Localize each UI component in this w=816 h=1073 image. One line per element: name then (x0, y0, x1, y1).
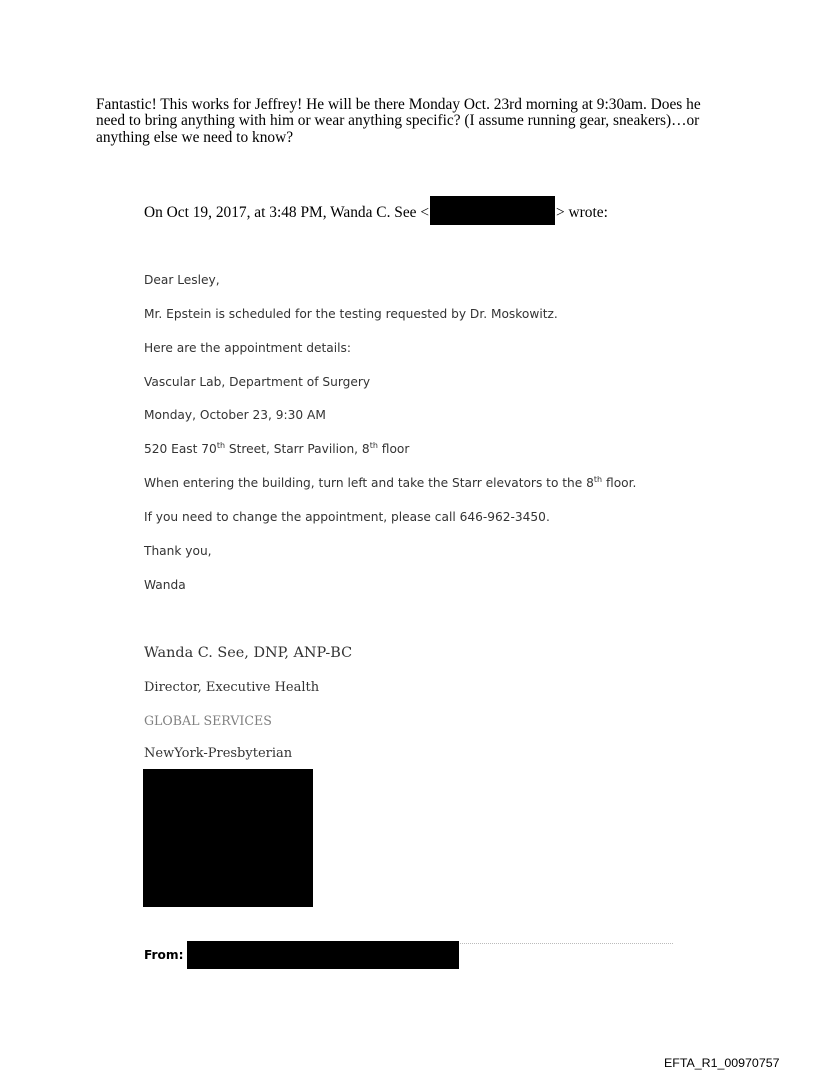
reply-message: Fantastic! This works for Jeffrey! He will be there Monday Oct. 23rd morning at 9:30am. Does he need to bring anything with him or wear anything specific? (I assume running gear, sneakers)…or anything else we need to know? (96, 96, 701, 146)
signoff: Wanda (144, 578, 186, 592)
quoted-header-suffix: > wrote: (556, 204, 608, 222)
from-label: From: (144, 948, 184, 962)
closing: Thank you, (144, 544, 212, 558)
address-part: 520 East 70 (144, 442, 217, 456)
header-divider (453, 943, 673, 944)
directions-line (144, 476, 636, 491)
directions-part: When entering the building, turn left and take the Starr elevators to the 8 (144, 476, 594, 490)
ordinal-suffix: th (216, 440, 226, 450)
redacted-email (430, 196, 555, 225)
address-line (144, 442, 409, 457)
redacted-logo-block (143, 769, 313, 907)
scheduled-line: Mr. Epstein is scheduled for the testing requested by Dr. Moskowitz. (144, 307, 558, 321)
datetime-line: Monday, October 23, 9:30 AM (144, 408, 326, 422)
document-id: EFTA_R1_00970757 (664, 1056, 780, 1070)
address-part: floor (377, 442, 410, 456)
signature-name: Wanda C. See, DNP, ANP-BC (144, 645, 353, 661)
ordinal-suffix: th (593, 474, 603, 484)
directions-part: floor. (602, 476, 637, 490)
ordinal-suffix: th (369, 440, 378, 450)
redacted-sender (187, 941, 459, 969)
signature-department: GLOBAL SERVICES (144, 713, 272, 728)
from-header (144, 941, 459, 969)
change-appointment-line: If you need to change the appointment, please call 646-962-3450. (144, 510, 550, 524)
signature-title: Director, Executive Health (144, 680, 320, 695)
greeting: Dear Lesley, (144, 273, 220, 287)
signature-organization: NewYork-Presbyterian (144, 746, 293, 761)
quoted-header (144, 202, 608, 225)
quoted-header-prefix: On Oct 19, 2017, at 3:48 PM, Wanda C. See < (144, 204, 430, 222)
location-line: Vascular Lab, Department of Surgery (144, 375, 371, 389)
address-part: Street, Starr Pavilion, 8 (225, 442, 370, 456)
details-intro: Here are the appointment details: (144, 341, 351, 355)
